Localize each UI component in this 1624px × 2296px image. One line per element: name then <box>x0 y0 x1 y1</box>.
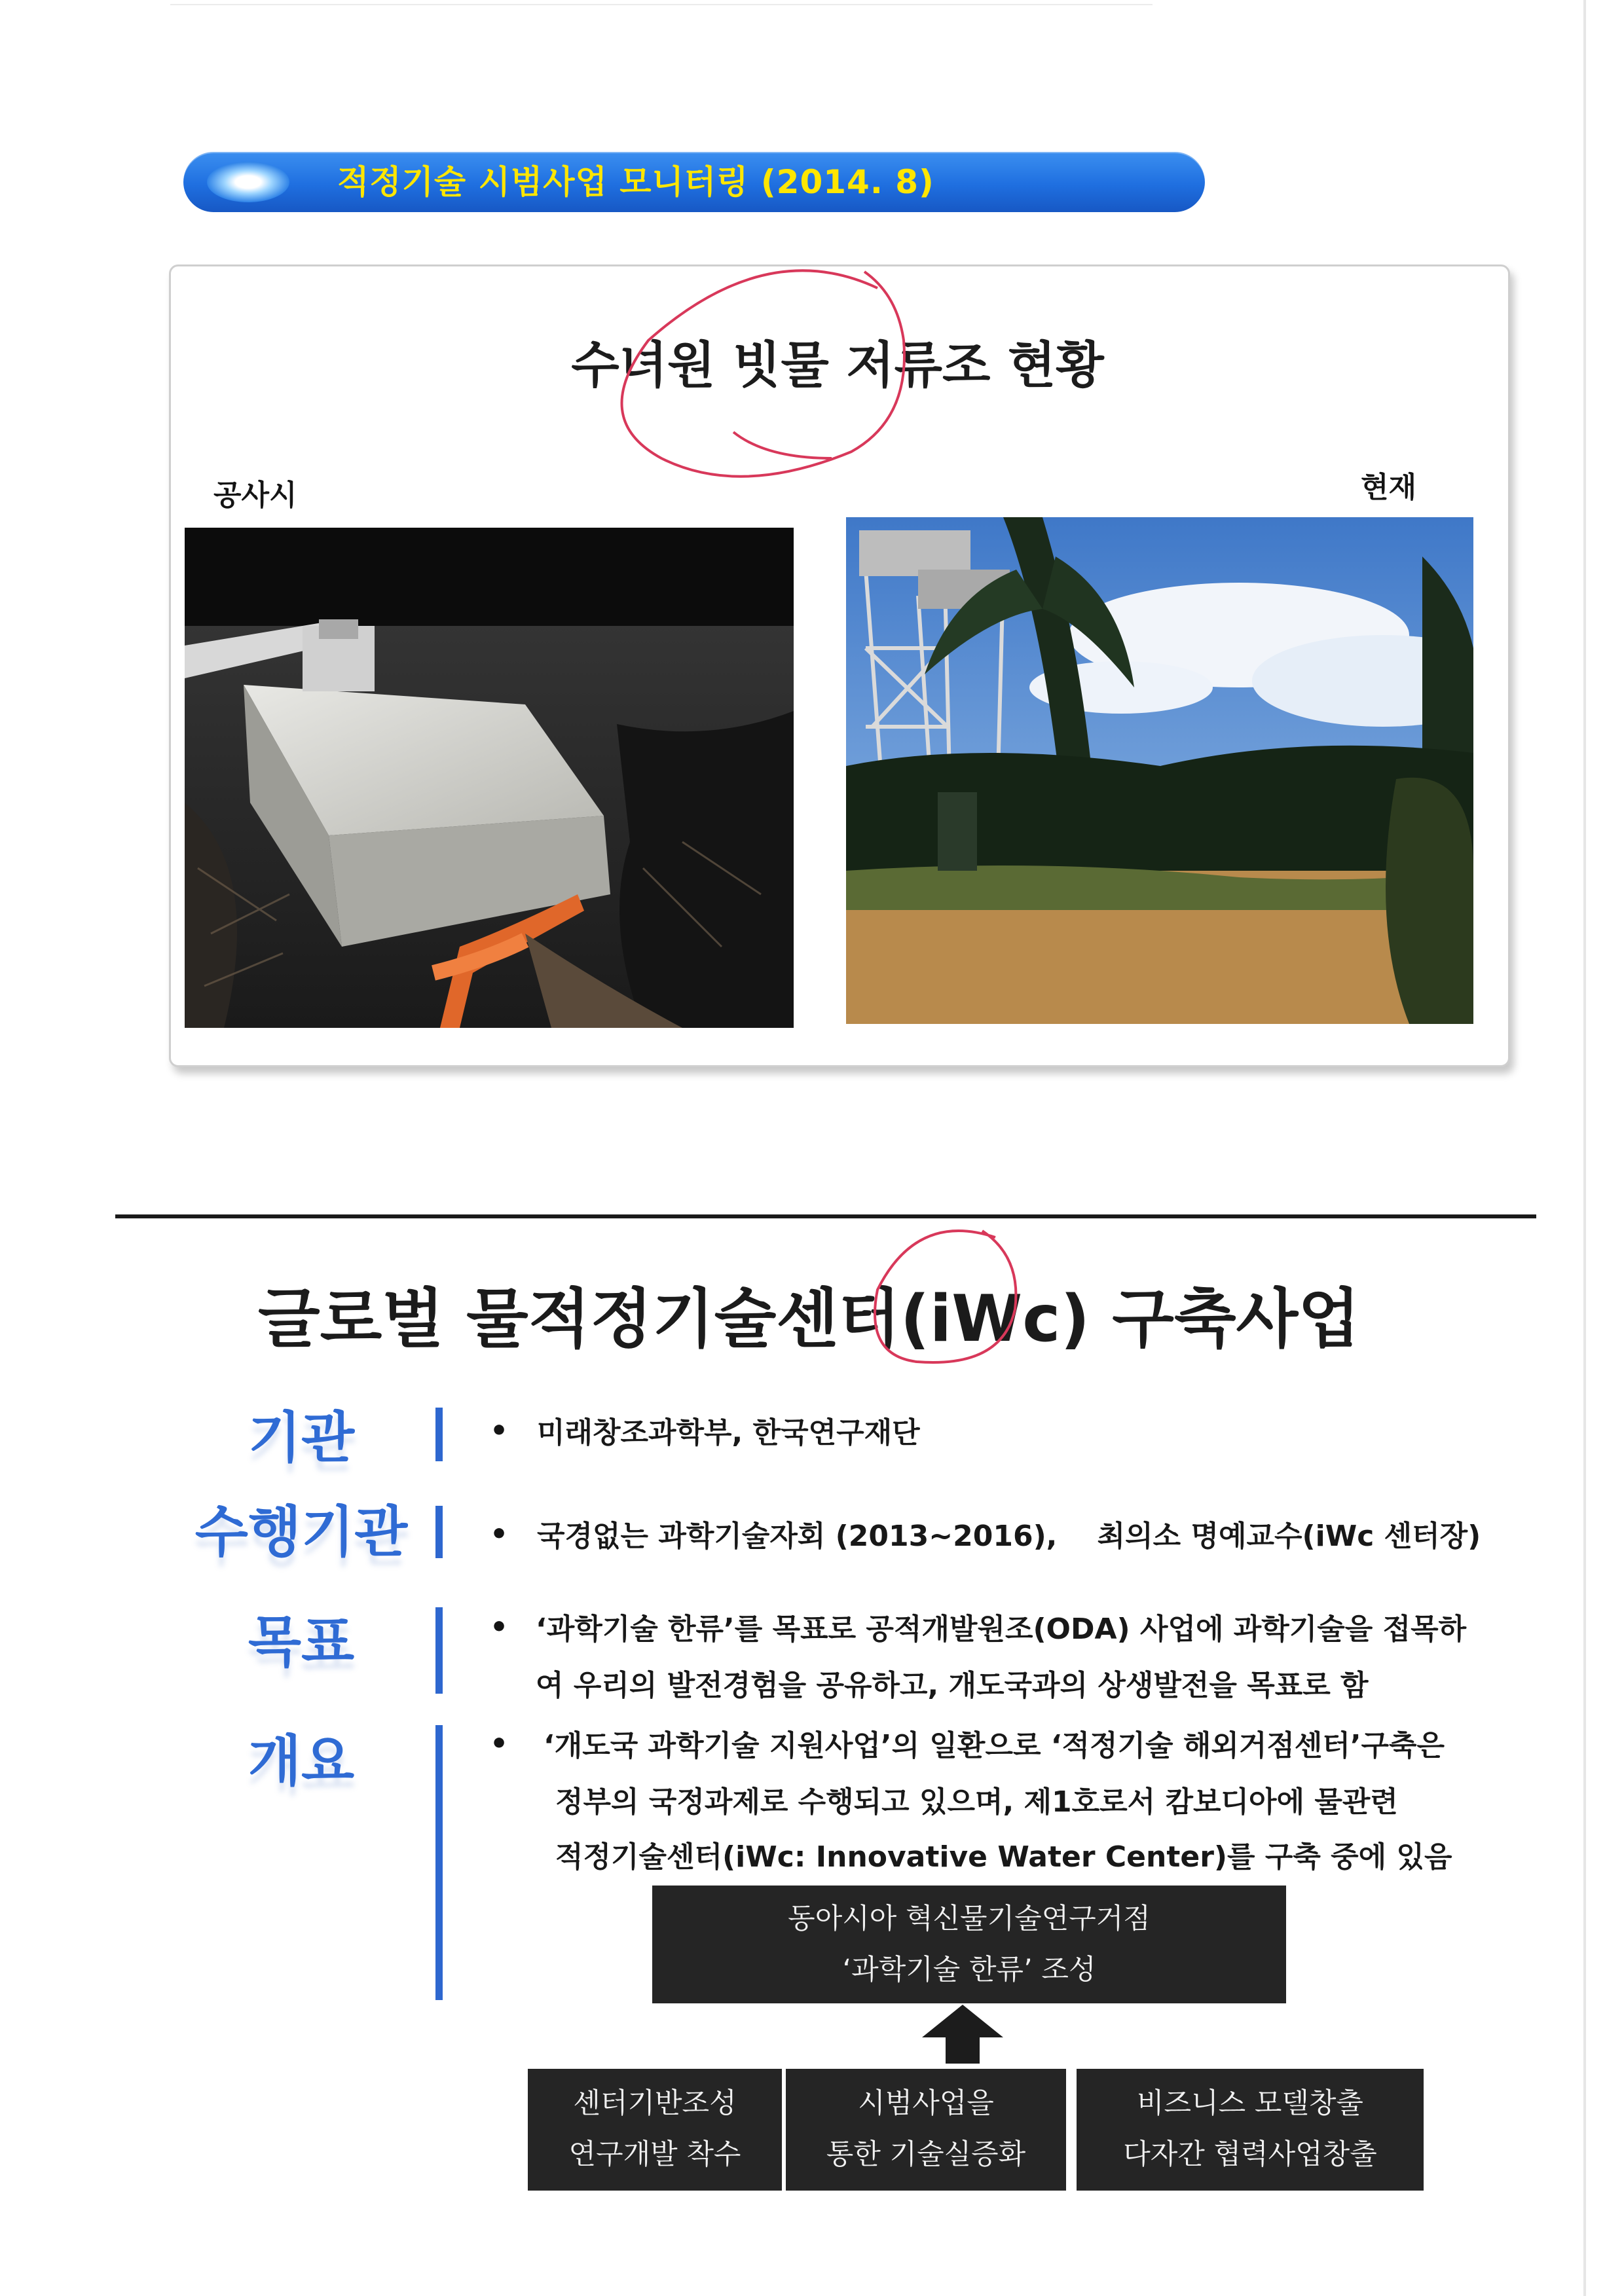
diagram-step-line: 시범사업을 <box>858 2087 994 2120</box>
slide-title: 수녀원 빗물 저류조 현황 <box>571 336 1104 394</box>
current-photo <box>846 517 1473 1024</box>
diagram-step-line: 센터기반조성 <box>573 2087 737 2120</box>
diagram-goal-line-2: ‘과학기술 한류’ 조성 <box>842 1954 1096 1986</box>
diagram-step-line: 연구개발 착수 <box>568 2138 741 2171</box>
diagram-step-line: 통한 기술실증화 <box>826 2138 1026 2171</box>
row-separator-bar <box>435 1725 443 2000</box>
diagram-step-box <box>786 2069 1066 2191</box>
row-text-agency: 미래창조과학부, 한국연구재단 <box>537 1416 920 1449</box>
header-title: 적정기술 시범사업 모니터링 (2014. 8) <box>337 163 934 201</box>
bullet: • <box>490 1414 509 1448</box>
arrow-up-icon <box>922 2005 1003 2064</box>
diagram-goal-box <box>652 1886 1286 2003</box>
section-divider <box>115 1214 1536 1218</box>
row-text-goal-line-2: 여 우리의 발전경험을 공유하고, 개도국과의 상생발전을 목표로 함 <box>536 1669 1369 1702</box>
bullet: • <box>490 1518 509 1551</box>
row-label-executor: 수행기관 <box>194 1500 408 1564</box>
row-text-overview-line-3: 적정기술센터(iWc: Innovative Water Center)를 구축 중에 있음 <box>555 1840 1452 1874</box>
photo-caption-current: 현재 <box>1361 471 1417 504</box>
scan-edge-top <box>170 4 1153 5</box>
row-text-goal-line-1: ‘과학기술 한류’를 목표로 공적개발원조(ODA) 사업에 과학기술을 접목하 <box>536 1613 1467 1646</box>
row-text-overview-line-1: ‘개도국 과학기술 지원사업’의 일환으로 ‘적정기술 해외거점센터’구축은 <box>544 1729 1445 1762</box>
scan-edge-right <box>1583 0 1586 2296</box>
row-separator-bar <box>435 1408 443 1461</box>
row-label-agency: 기관 <box>248 1406 355 1470</box>
photo-caption-construction: 공사시 <box>213 479 297 512</box>
section-title: 글로벌 물적정기술센터(iWc) 구축사업 <box>258 1282 1360 1357</box>
row-text-overview-line-2: 정부의 국정과제로 수행되고 있으며, 제1호로서 캄보디아에 물관련 <box>555 1785 1398 1819</box>
diagram-step-box <box>1077 2069 1424 2191</box>
diagram-goal-line-1: 동아시아 혁신물기술연구거점 <box>788 1903 1151 1935</box>
row-label-overview: 개요 <box>248 1729 355 1793</box>
diagram-step-box <box>528 2069 782 2191</box>
bullet: • <box>490 1727 509 1760</box>
diagram-step-line: 다자간 협력사업창출 <box>1123 2138 1377 2171</box>
bullet: • <box>490 1611 509 1644</box>
row-separator-bar <box>435 1607 443 1694</box>
row-separator-bar <box>435 1506 443 1558</box>
banner-bullet-icon <box>207 162 289 202</box>
construction-photo <box>185 528 794 1028</box>
diagram-step-line: 비즈니스 모델창출 <box>1137 2087 1363 2120</box>
row-text-executor: 국경없는 과학기술자회 (2013~2016), 최의소 명예교수(iWc 센터장) <box>537 1520 1481 1553</box>
row-label-goal: 목표 <box>248 1610 355 1674</box>
